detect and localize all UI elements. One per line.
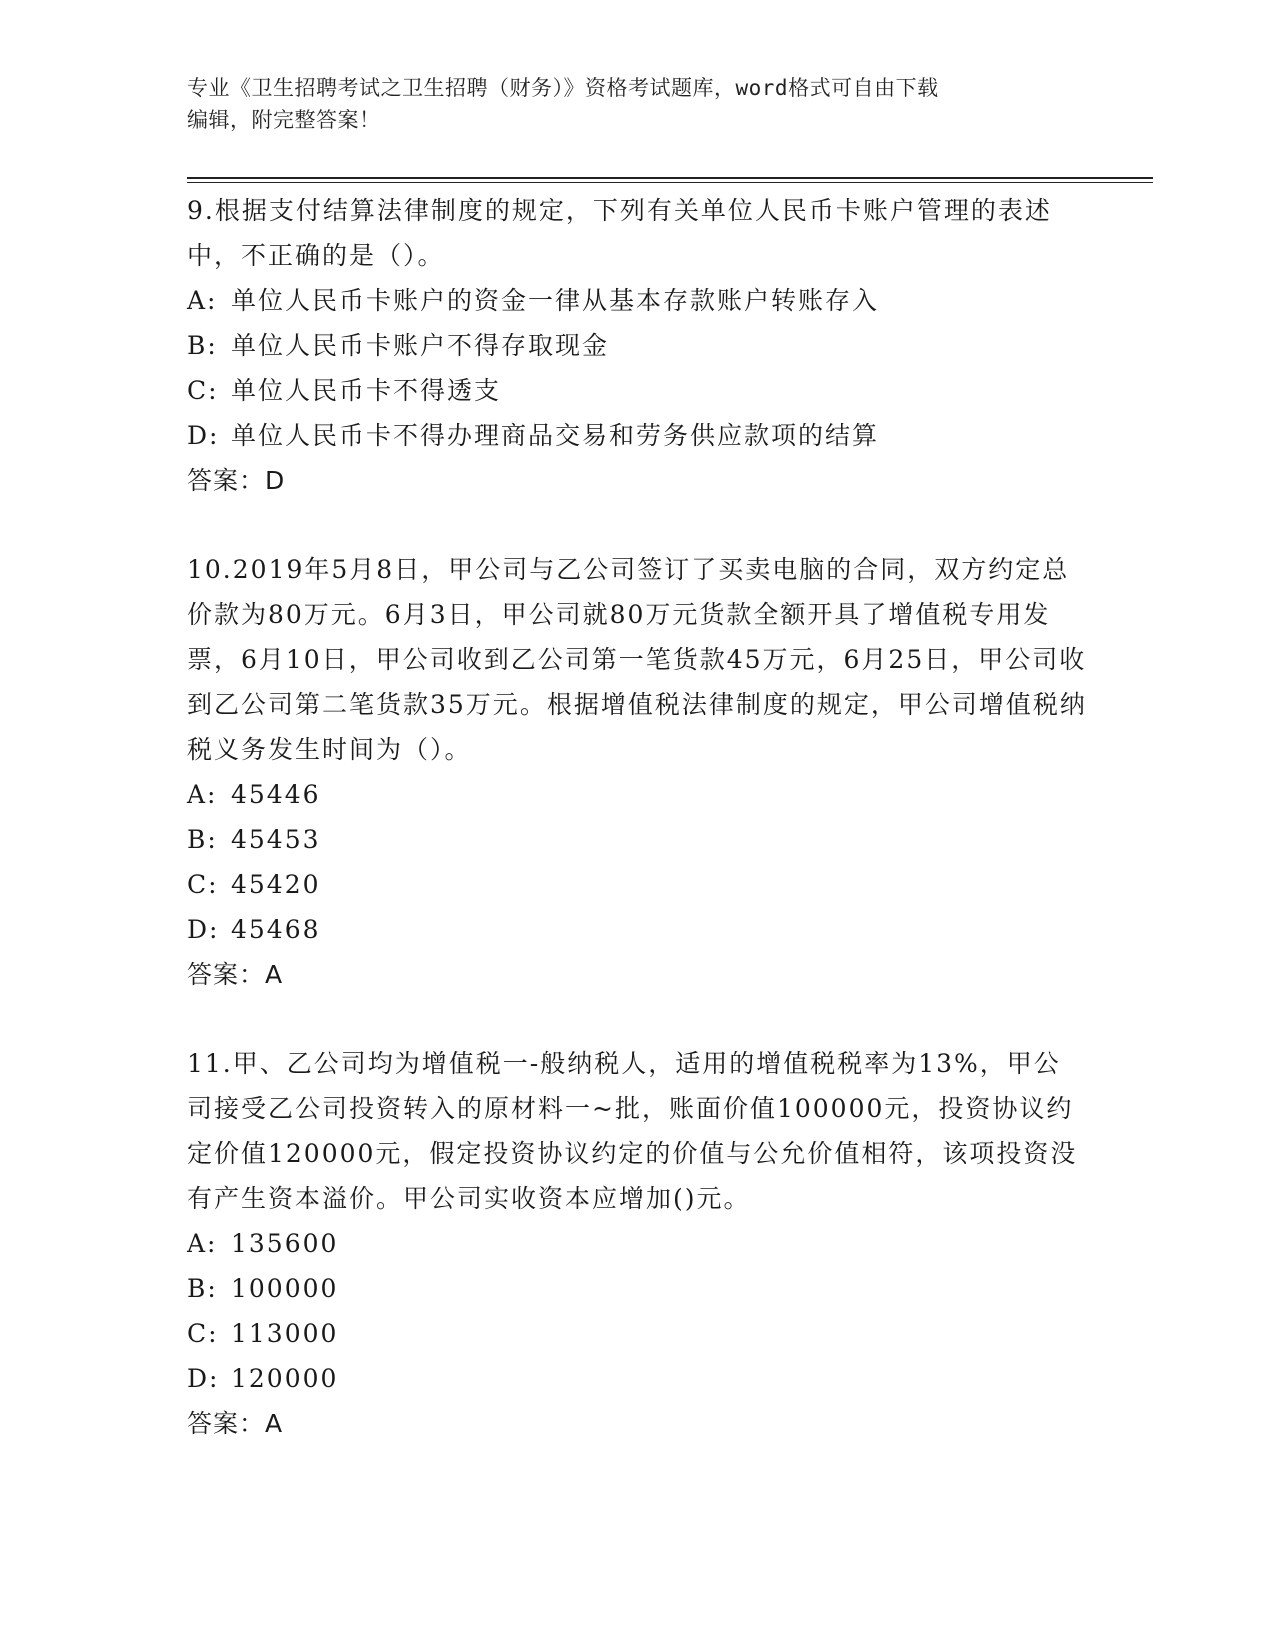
question-11 — [187, 1041, 1087, 1446]
header-rule-thin — [187, 182, 1153, 183]
option-key: C: — [187, 1319, 219, 1348]
question-gap — [187, 997, 1087, 1041]
document-header — [187, 72, 1067, 136]
question-stem: 9.根据支付结算法律制度的规定，下列有关单位人民币卡账户管理的表述中，不正确的是（）。 — [187, 196, 1052, 270]
option-d — [187, 907, 1087, 952]
question-stem: 11.甲、乙公司均为增值税一-般纳税人，适用的增值税税率为13%，甲公司接受乙公司投资转入的原材料一~批，账面价值100000元，投资协议约定价值120000元，假定投资协议约定的价值与公允价值相符，该项投资没有产生资本溢价。甲公司实收资本应增加()元。 — [187, 1049, 1078, 1213]
option-a — [187, 278, 1087, 323]
option-text: 120000 — [231, 1364, 339, 1393]
option-key: D: — [187, 915, 220, 944]
option-key: C: — [187, 376, 219, 405]
option-c — [187, 368, 1087, 413]
option-key: B: — [187, 1274, 218, 1303]
option-key: B: — [187, 825, 218, 854]
option-text: 135600 — [231, 1229, 339, 1258]
option-text: 45420 — [231, 870, 321, 899]
option-key: D: — [187, 421, 220, 450]
question-10 — [187, 547, 1087, 997]
option-text: 单位人民币卡账户不得存取现金 — [231, 331, 610, 360]
option-a — [187, 1221, 1087, 1266]
option-b — [187, 323, 1087, 368]
option-a — [187, 772, 1087, 817]
option-key: A: — [187, 1229, 218, 1258]
header-line-2: 编辑，附完整答案！ — [187, 108, 381, 132]
answer-line: 答案：A — [187, 1409, 284, 1438]
option-text: 45453 — [231, 825, 321, 854]
option-d — [187, 1356, 1087, 1401]
answer-line: 答案：D — [187, 466, 286, 495]
question-9 — [187, 188, 1087, 503]
option-b — [187, 817, 1087, 862]
header-line-1: 专业《卫生招聘考试之卫生招聘（财务）》资格考试题库，word格式可自由下载 — [187, 76, 939, 100]
option-text: 单位人民币卡账户的资金一律从基本存款账户转账存入 — [231, 286, 880, 315]
option-text: 100000 — [231, 1274, 339, 1303]
option-b — [187, 1266, 1087, 1311]
option-text: 45468 — [231, 915, 321, 944]
option-key: D: — [187, 1364, 220, 1393]
option-text: 45446 — [231, 780, 321, 809]
question-gap — [187, 503, 1087, 547]
option-text: 单位人民币卡不得办理商品交易和劳务供应款项的结算 — [231, 421, 880, 450]
header-rule-thick — [187, 177, 1153, 179]
option-text: 单位人民币卡不得透支 — [231, 376, 502, 405]
option-key: C: — [187, 870, 219, 899]
question-stem: 10.2019年5月8日，甲公司与乙公司签订了买卖电脑的合同，双方约定总价款为80万元。6月3日，甲公司就80万元货款全额开具了增值税专用发票，6月10日，甲公司收到乙公司第一笔货款45万元，6月25日，甲公司收到乙公司第二笔货款35万元。根据增值税法律制度的规定，甲公司增值税纳税义务发生时间为（）。 — [187, 555, 1087, 764]
option-key: A: — [187, 286, 218, 315]
option-text: 113000 — [231, 1319, 339, 1348]
option-key: A: — [187, 780, 218, 809]
option-c — [187, 1311, 1087, 1356]
question-list — [187, 188, 1087, 1446]
option-d — [187, 413, 1087, 458]
answer-line: 答案：A — [187, 960, 284, 989]
option-c — [187, 862, 1087, 907]
option-key: B: — [187, 331, 218, 360]
